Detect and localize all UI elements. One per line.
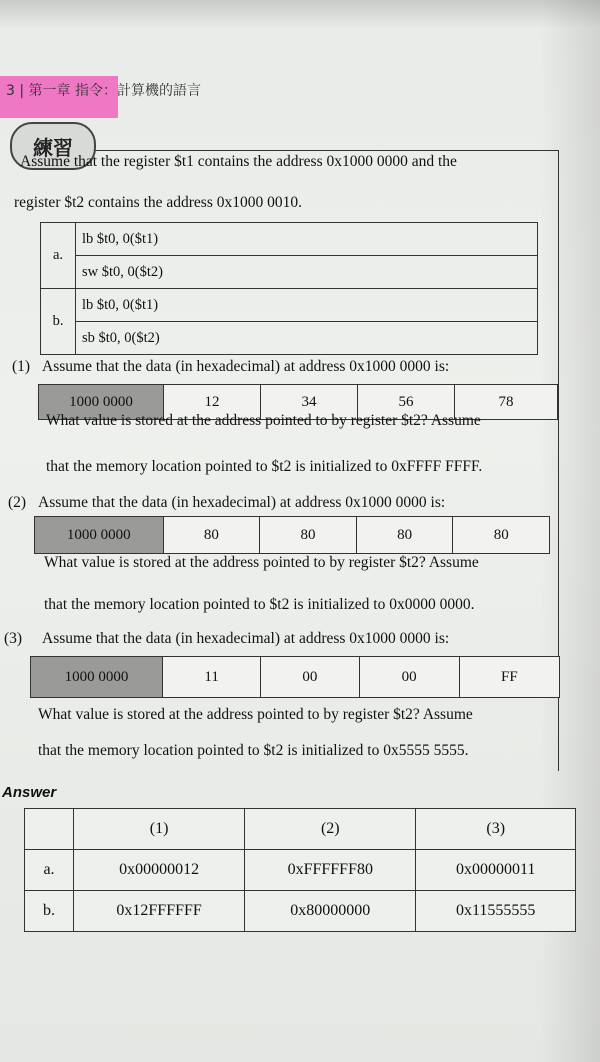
answer-row-label: b. — [25, 891, 74, 932]
memory-byte: 00 — [261, 657, 359, 697]
intro-line-1: Assume that the register $t1 contains the address 0x1000 0000 and the — [20, 153, 457, 170]
memory-address: 1000 0000 — [35, 517, 164, 553]
question-1-text-1: What value is stored at the address pointed to by register $t2? Assume — [46, 412, 481, 429]
question-1-text-2: that the memory location pointed to $t2 is initialized to 0xFFFF FFFF. — [46, 458, 483, 475]
instruction-op: sw $t0, 0($t2) — [76, 256, 538, 289]
memory-byte: FF — [460, 657, 559, 697]
answer-header-cell: (2) — [245, 809, 416, 850]
answer-cell: 0x00000012 — [74, 850, 245, 891]
memory-byte: 12 — [164, 385, 261, 419]
instruction-row-a — [41, 223, 538, 256]
answer-cell: 0x00000011 — [416, 850, 576, 891]
memory-byte: 80 — [164, 517, 261, 553]
page-top-shadow — [0, 0, 600, 28]
memory-byte: 00 — [360, 657, 460, 697]
instruction-row-b — [41, 289, 538, 322]
instruction-label: b. — [41, 289, 76, 355]
answer-header-cell: (3) — [416, 809, 576, 850]
memory-table-2 — [34, 516, 550, 554]
memory-byte: 34 — [261, 385, 358, 419]
question-3-assume — [4, 630, 449, 648]
instruction-label: a. — [41, 223, 76, 289]
question-2-text-2: that the memory location pointed to $t2 is initialized to 0x0000 0000. — [44, 596, 475, 613]
question-number: (1) — [12, 358, 31, 375]
intro-line-2: register $t2 contains the address 0x1000 0010. — [14, 194, 302, 211]
answer-cell: 0xFFFFFF80 — [245, 850, 416, 891]
instruction-table — [40, 222, 538, 355]
question-2-assume — [8, 494, 445, 512]
answer-cell: 0x12FFFFFF — [74, 891, 245, 932]
answer-header-cell — [25, 809, 74, 850]
memory-byte: 11 — [163, 657, 261, 697]
memory-byte: 56 — [358, 385, 455, 419]
answer-row-b — [25, 891, 576, 932]
question-3-text-2: that the memory location pointed to $t2 is initialized to 0x5555 5555. — [38, 742, 469, 759]
memory-table-3 — [30, 656, 560, 698]
question-1-assume — [12, 358, 449, 376]
memory-address: 1000 0000 — [31, 657, 163, 697]
answer-cell: 0x11555555 — [416, 891, 576, 932]
question-2-text-1: What value is stored at the address pointed to by register $t2? Assume — [44, 554, 479, 571]
instruction-op: sb $t0, 0($t2) — [76, 322, 538, 355]
answer-cell: 0x80000000 — [245, 891, 416, 932]
answer-header-row — [25, 809, 576, 850]
question-number: (3) — [4, 630, 23, 647]
question-3-text-1: What value is stored at the address pointed to by register $t2? Assume — [38, 706, 473, 723]
assume-text: Assume that the data (in hexadecimal) at address 0x1000 0000 is: — [38, 494, 446, 511]
memory-byte: 80 — [260, 517, 357, 553]
instruction-op: lb $t0, 0($t1) — [76, 289, 538, 322]
memory-byte: 80 — [453, 517, 549, 553]
memory-byte: 78 — [455, 385, 557, 419]
instruction-op: lb $t0, 0($t1) — [76, 223, 538, 256]
answer-table — [24, 808, 576, 932]
exercise-badge: 練習 — [10, 122, 96, 170]
memory-address: 1000 0000 — [39, 385, 164, 419]
assume-text: Assume that the data (in hexadecimal) at address 0x1000 0000 is: — [42, 358, 450, 375]
memory-byte: 80 — [357, 517, 454, 553]
assume-text: Assume that the data (in hexadecimal) at address 0x1000 0000 is: — [42, 630, 450, 647]
question-number: (2) — [8, 494, 27, 511]
answer-title: Answer — [2, 784, 57, 801]
answer-row-label: a. — [25, 850, 74, 891]
answer-header-cell: (1) — [74, 809, 245, 850]
answer-row-a — [25, 850, 576, 891]
chapter-header: 3 | 第一章 指令：計算機的語言 — [6, 83, 201, 99]
